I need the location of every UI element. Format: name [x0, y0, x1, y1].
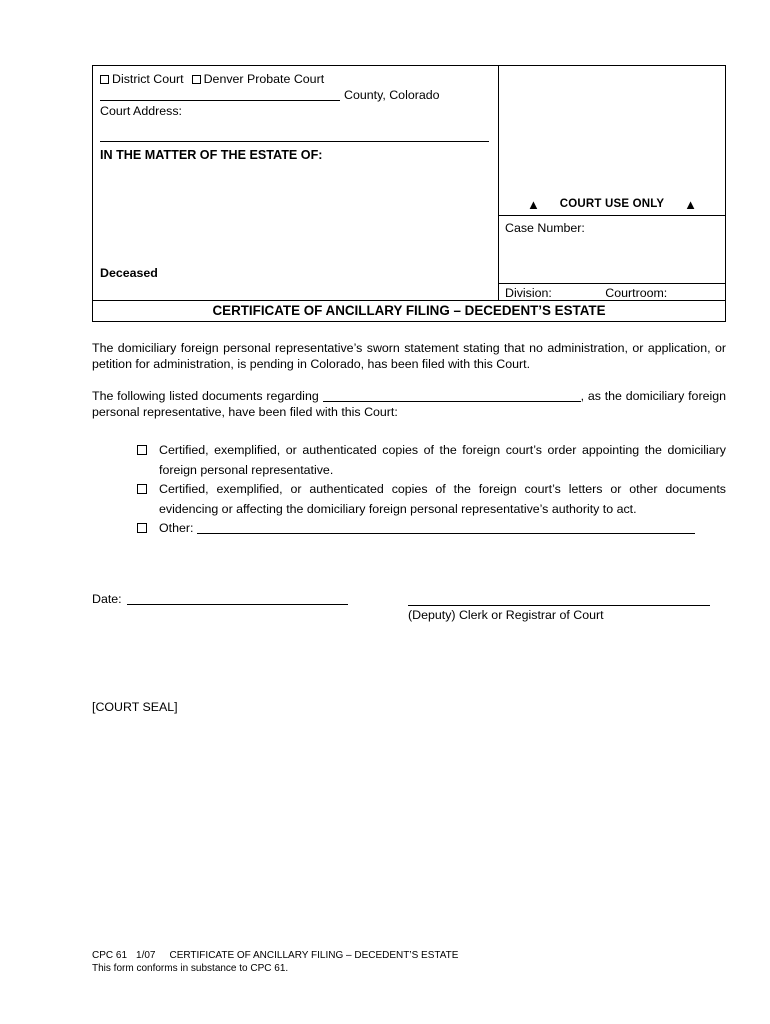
order-copies-text: Certified, exemplified, or authenticated copies of the foreign court’s order appointing the domiciliary foreign personal representative. — [159, 443, 726, 477]
court-seal-placeholder: [COURT SEAL] — [92, 700, 178, 714]
form-footer — [92, 950, 458, 975]
district-court-label: District Court — [112, 72, 184, 86]
other-label: Other: — [159, 521, 194, 535]
other-checkbox[interactable] — [137, 523, 147, 533]
signature-caption: (Deputy) Clerk or Registrar of Court — [408, 608, 604, 622]
paragraph-documents-after: , as the domiciliary foreign personal representative, have been filed with this Court: — [92, 389, 726, 419]
county-input-line[interactable] — [100, 89, 340, 101]
denver-probate-court-option — [192, 72, 325, 86]
paragraph-documents-before: The following listed documents regarding — [92, 389, 319, 403]
denver-probate-court-label: Denver Probate Court — [203, 72, 325, 86]
form-title: CERTIFICATE OF ANCILLARY FILING – DECEDENT’S ESTATE — [92, 301, 726, 322]
court-address-label: Court Address: — [100, 104, 182, 118]
court-use-only-label: COURT USE ONLY — [559, 198, 665, 210]
representative-name-input-line[interactable] — [323, 390, 581, 402]
date-row — [92, 591, 348, 607]
check-item-letters-copies — [137, 480, 726, 519]
district-court-option — [100, 72, 184, 86]
signature-section — [92, 591, 726, 637]
deceased-label: Deceased — [100, 266, 158, 280]
court-address-input-line[interactable] — [100, 141, 489, 142]
date-input-line[interactable] — [127, 593, 348, 605]
court-use-only-banner — [499, 66, 725, 216]
division-label: Division: — [505, 286, 552, 300]
date-label: Date: — [92, 592, 122, 606]
division-courtroom-row — [499, 284, 725, 300]
triangle-icon: ▲ — [684, 197, 697, 212]
denver-probate-court-checkbox[interactable] — [192, 75, 201, 84]
caption-main-row — [92, 65, 726, 301]
clerk-signature-line[interactable] — [408, 591, 710, 606]
paragraph-documents — [92, 389, 726, 420]
triangle-icon: ▲ — [527, 197, 540, 212]
letters-copies-text: Certified, exemplified, or authenticated copies of the foreign court’s letters or other documents evidencing or affecting the domiciliary foreign personal representative’s authority to act. — [159, 482, 726, 516]
form-number: CPC 61 — [92, 950, 128, 961]
court-use-cell — [499, 66, 725, 300]
clerk-signature-block — [408, 591, 710, 623]
conformance-note: This form conforms in substance to CPC 61. — [92, 962, 289, 974]
court-type-row — [100, 71, 491, 87]
other-row — [159, 519, 726, 539]
paragraph-sworn-statement: The domiciliary foreign personal representative’s sworn statement stating that no administration, or application, or petition for administration, is pending in Colorado, has been filed with this Court. — [92, 341, 726, 371]
county-row — [100, 87, 491, 103]
estate-of-heading: IN THE MATTER OF THE ESTATE OF: — [100, 148, 323, 162]
court-info-cell — [93, 66, 499, 300]
caption-table — [92, 65, 726, 322]
letters-copies-checkbox[interactable] — [137, 484, 147, 494]
form-revision: 1/07 — [136, 950, 156, 961]
district-court-checkbox[interactable] — [100, 75, 109, 84]
courtroom-label: Courtroom: — [605, 286, 668, 300]
check-item-order-copies — [137, 441, 726, 480]
county-suffix-label: County, Colorado — [344, 88, 440, 102]
case-number-label: Case Number: — [499, 216, 725, 284]
other-input-line[interactable] — [197, 522, 695, 534]
order-copies-checkbox[interactable] — [137, 445, 147, 455]
check-item-other — [137, 519, 726, 539]
footer-line-1 — [92, 950, 458, 963]
document-checklist — [137, 441, 726, 539]
footer-form-title: CERTIFICATE OF ANCILLARY FILING – DECEDENT’S ESTATE — [169, 950, 459, 961]
